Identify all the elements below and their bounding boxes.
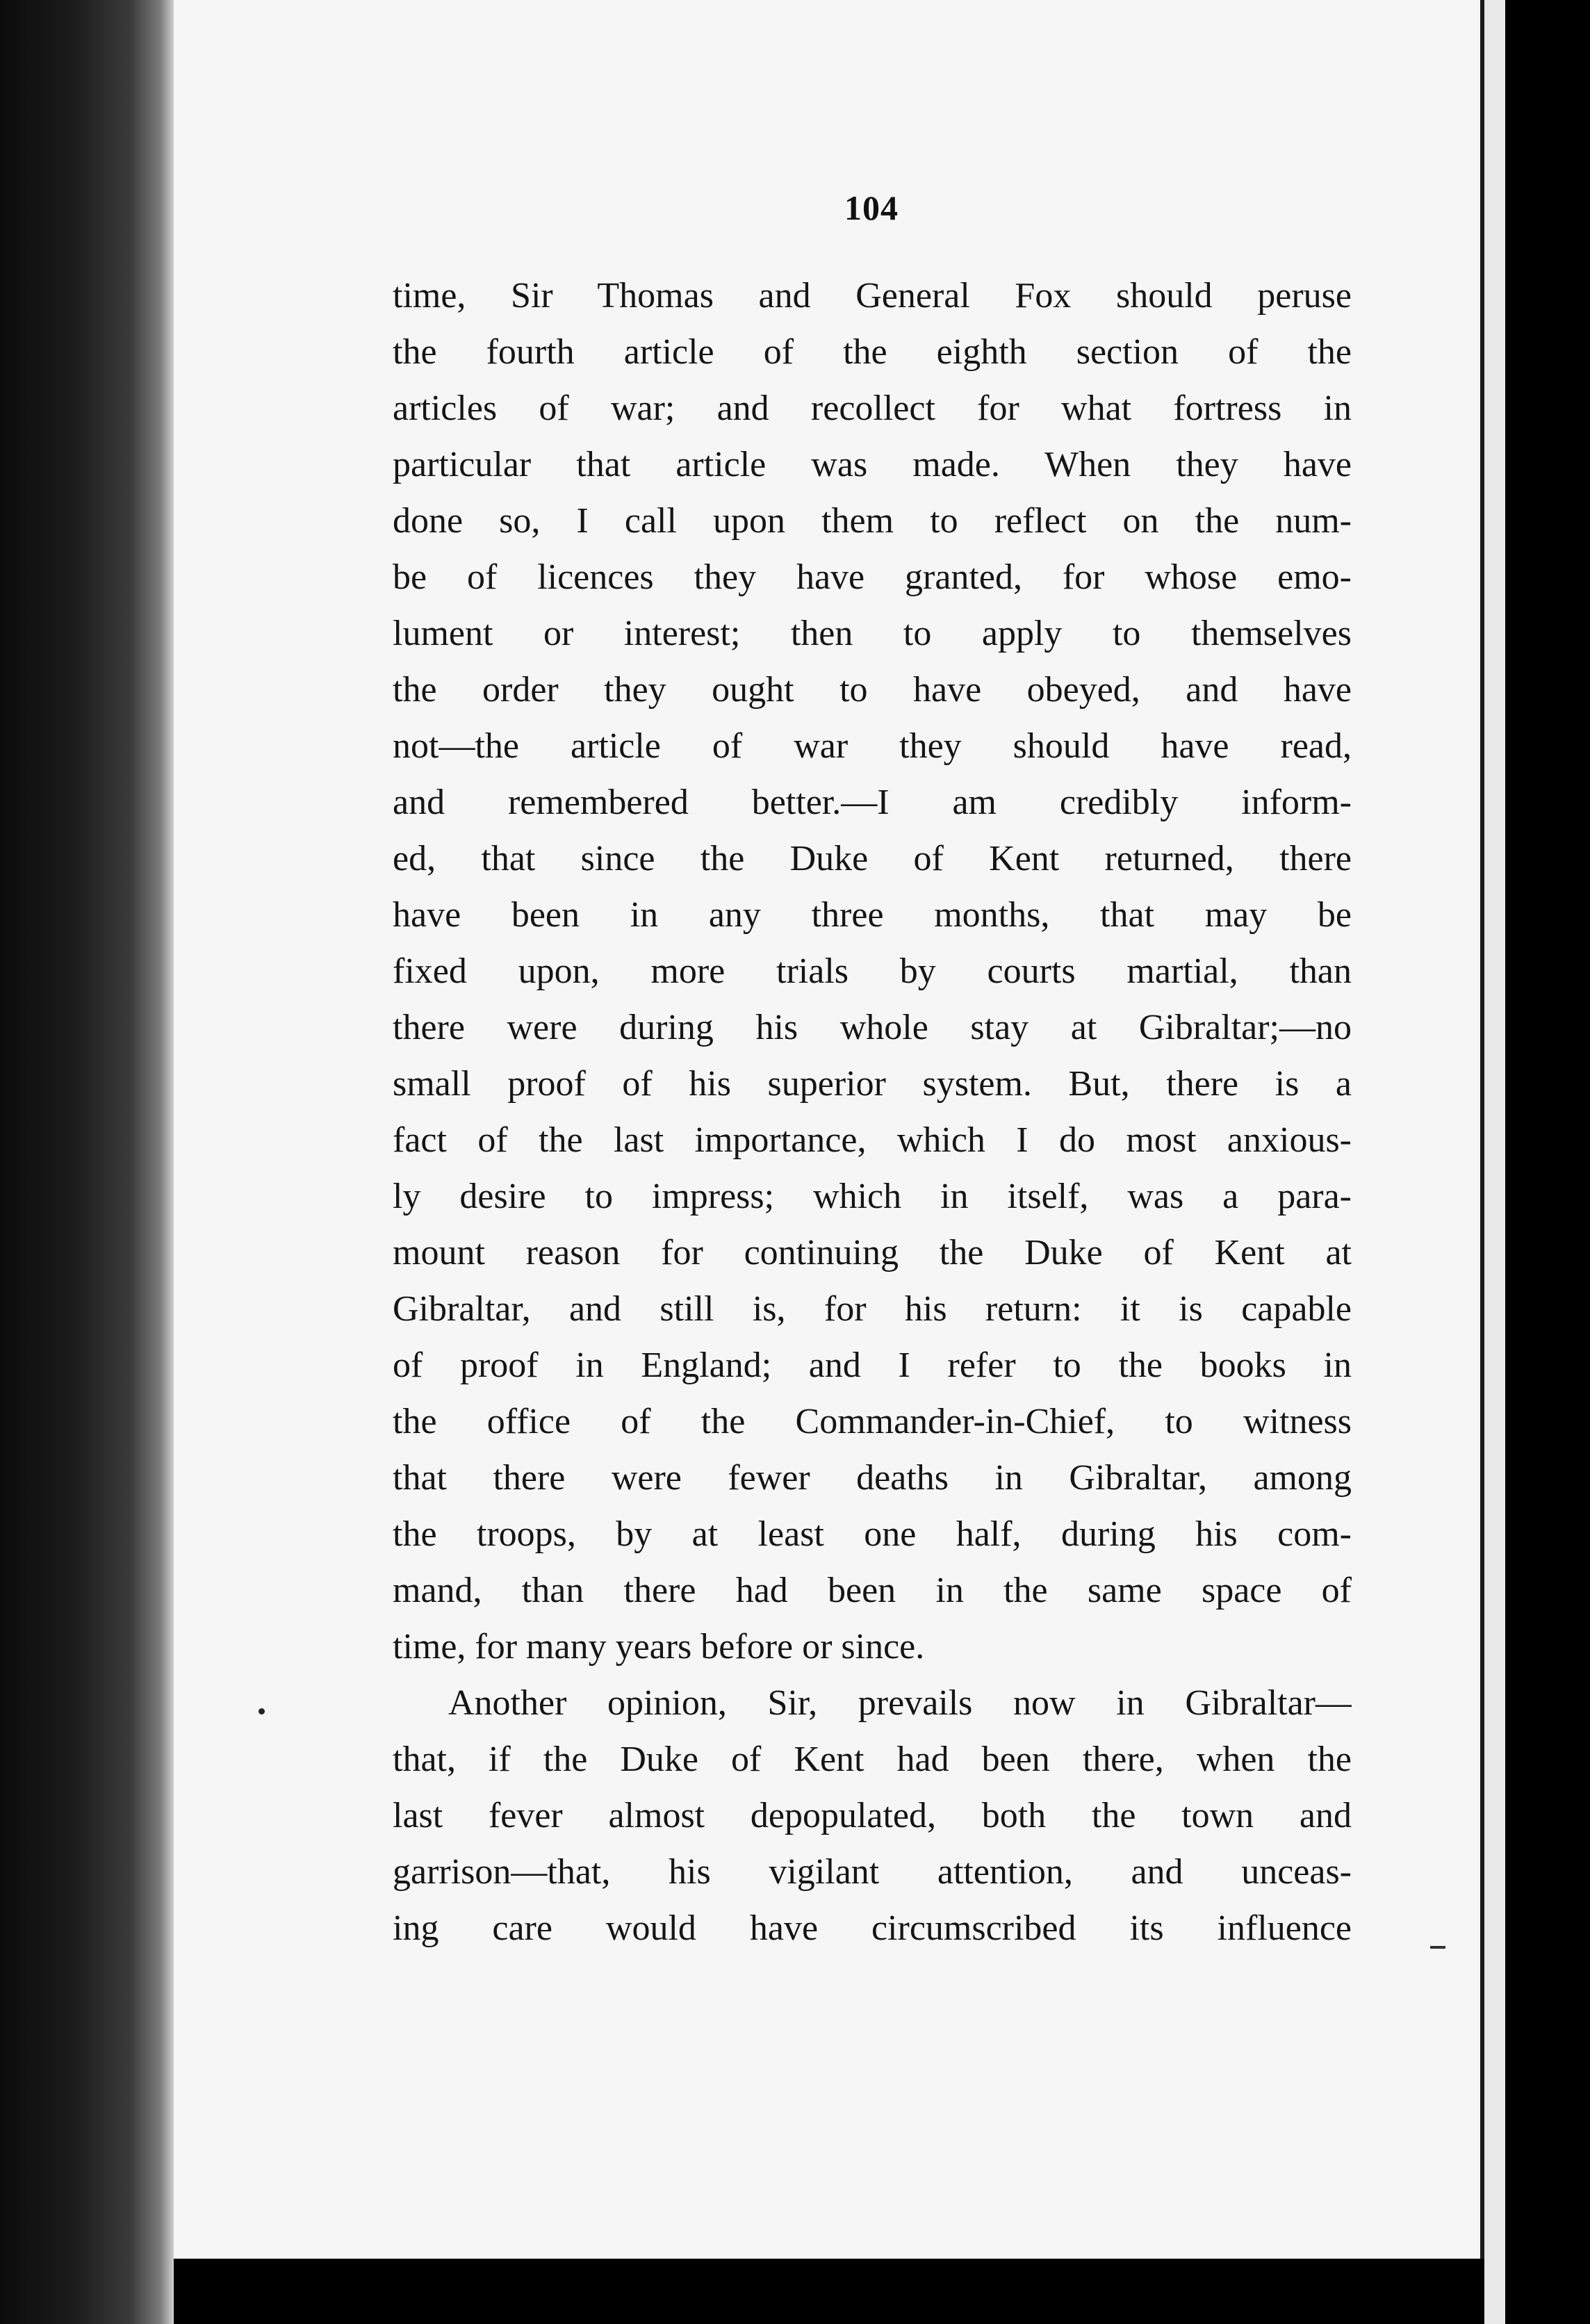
adjacent-page-edge <box>1484 0 1505 2324</box>
text-line: small proof of his superior system. But, there is a <box>393 1064 1352 1104</box>
page-number: 104 <box>844 188 899 227</box>
text-line: be of licences they have granted, for whose emo- <box>393 557 1352 597</box>
text-line: not—the article of war they should have read, <box>393 726 1352 766</box>
book-binding-shadow <box>0 0 174 2324</box>
body-text <box>393 268 1352 1956</box>
text-line: ing care would have circumscribed its influence <box>393 1908 1352 1948</box>
text-line: particular that article was made. When they have <box>393 445 1352 484</box>
text-line: last fever almost depopulated, both the town and <box>393 1796 1352 1835</box>
text-line: that there were fewer deaths in Gibraltar, among <box>393 1458 1352 1498</box>
scan-border-bottom <box>174 2259 1484 2324</box>
text-line: done so, I call upon them to reflect on the num- <box>393 501 1352 541</box>
text-line: Gibraltar, and still is, for his return: it is capable <box>393 1289 1352 1329</box>
text-line: that, if the Duke of Kent had been there, when the <box>393 1740 1352 1779</box>
text-line: the fourth article of the eighth section of the <box>393 332 1352 372</box>
ink-mark <box>1430 1946 1445 1949</box>
text-line: time, for many years before or since. <box>393 1627 925 1667</box>
text-line: there were during his whole stay at Gibraltar;—no <box>393 1008 1352 1047</box>
text-line: mand, than there had been in the same space of <box>393 1571 1352 1610</box>
text-line: mount reason for continuing the Duke of Kent at <box>393 1233 1352 1273</box>
text-line: ly desire to impress; which in itself, was a para- <box>393 1177 1352 1216</box>
text-line: time, Sir Thomas and General Fox should peruse <box>393 276 1352 316</box>
text-line: and remembered better.—I am credibly inform- <box>393 783 1352 822</box>
ink-speck <box>259 1708 265 1715</box>
text-line: of proof in England; and I refer to the books in <box>393 1345 1352 1385</box>
text-line: ed, that since the Duke of Kent returned, there <box>393 839 1352 878</box>
text-line: the troops, by at least one half, during his com- <box>393 1514 1352 1554</box>
scan-border-right <box>1505 0 1590 2324</box>
text-line: lument or interest; then to apply to themselves <box>393 614 1352 653</box>
text-line: have been in any three months, that may be <box>393 895 1352 935</box>
text-line: the office of the Commander-in-Chief, to witness <box>393 1402 1352 1441</box>
text-line: fixed upon, more trials by courts martial, than <box>393 951 1352 991</box>
text-line: articles of war; and recollect for what fortress in <box>393 388 1352 428</box>
text-line: Another opinion, Sir, prevails now in Gibraltar— <box>448 1683 1352 1723</box>
text-line: garrison—that, his vigilant attention, and unceas- <box>393 1852 1352 1892</box>
text-line: fact of the last importance, which I do most anxious- <box>393 1120 1352 1160</box>
text-line: the order they ought to have obeyed, and have <box>393 670 1352 710</box>
